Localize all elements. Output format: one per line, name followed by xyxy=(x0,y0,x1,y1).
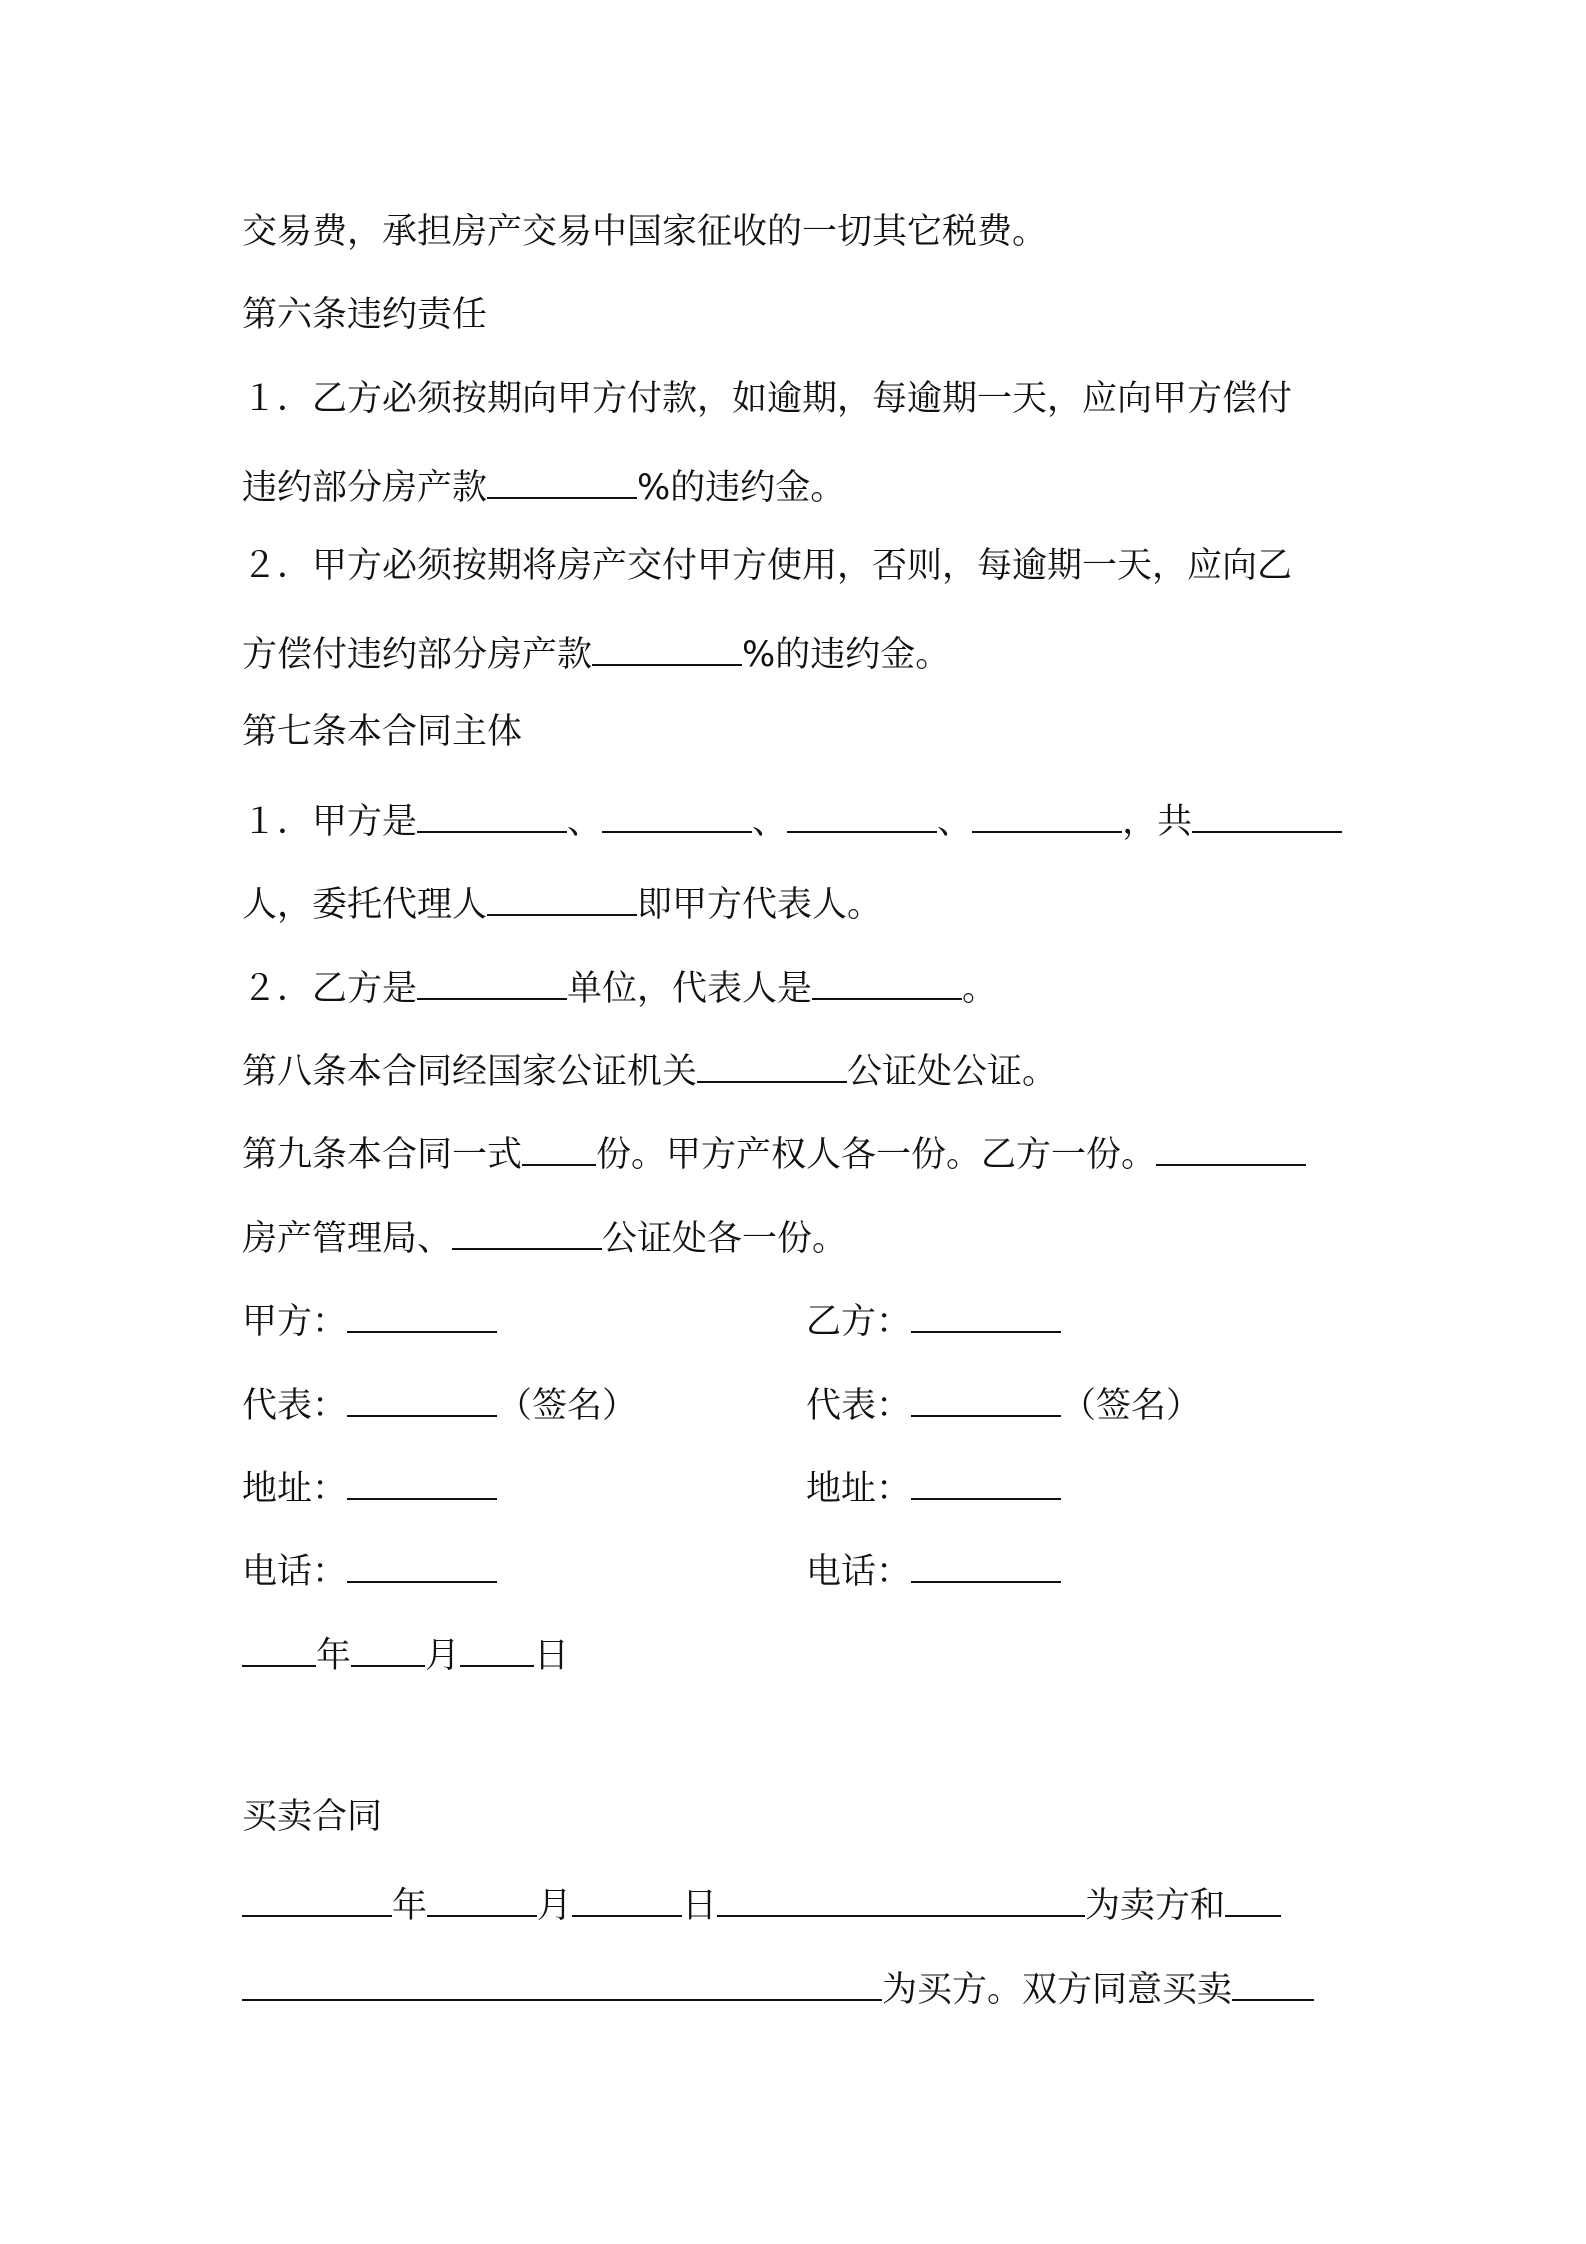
signature-note: （签名） xyxy=(497,1386,638,1426)
clause-text: 单位，代表人是 xyxy=(567,969,813,1009)
blank-field xyxy=(717,1875,1085,1917)
blank-field xyxy=(452,1208,602,1250)
paragraph-taxes xyxy=(242,207,1047,257)
signature-note: （签名） xyxy=(1061,1386,1202,1426)
contract-title-text: 买卖合同 xyxy=(242,1797,383,1837)
blank-field xyxy=(460,1625,534,1667)
clause-text: %的违约金。 xyxy=(637,468,846,508)
party-b-line xyxy=(806,1291,1061,1341)
separator: 、 xyxy=(937,802,973,842)
separator: 、 xyxy=(567,802,603,842)
blank-field xyxy=(242,1959,882,2001)
clause-text: %的违约金。 xyxy=(742,635,951,675)
article-6-item-1-line-2 xyxy=(242,457,845,507)
blank-field xyxy=(911,1375,1061,1417)
party-b-label: 乙方： xyxy=(806,1302,912,1342)
representative-label: 代表： xyxy=(242,1386,348,1426)
blank-field xyxy=(1225,1875,1281,1917)
clause-text: １．甲方是 xyxy=(242,802,418,842)
party-a-address-line xyxy=(242,1458,497,1508)
clause-text: 人，委托代理人 xyxy=(242,885,488,925)
clause-text: ２．乙方是 xyxy=(242,969,418,1009)
blank-field xyxy=(911,1291,1061,1333)
party-a-phone-line xyxy=(242,1541,497,1591)
address-label: 地址： xyxy=(242,1469,348,1509)
article-7-item-1-line-1 xyxy=(242,791,1342,841)
clause-text: 方偿付违约部分房产款 xyxy=(242,635,593,675)
article-7-title xyxy=(242,707,522,757)
clause-text: 为买方。双方同意买卖 xyxy=(882,1970,1233,2010)
address-label: 地址： xyxy=(806,1469,912,1509)
separator: 、 xyxy=(752,802,788,842)
blank-field xyxy=(242,1875,392,1917)
date-month-label: 月 xyxy=(537,1886,573,1926)
contract-2-title xyxy=(242,1792,382,1842)
clause-text: 为卖方和 xyxy=(1085,1886,1226,1926)
blank-field xyxy=(697,1041,847,1083)
blank-field xyxy=(347,1375,497,1417)
blank-field xyxy=(487,874,637,916)
article-6-title xyxy=(242,290,487,340)
article-9-line-2 xyxy=(242,1208,847,1258)
blank-field xyxy=(347,1458,497,1500)
blank-field xyxy=(242,1625,316,1667)
blank-field xyxy=(347,1291,497,1333)
party-a-label: 甲方： xyxy=(242,1302,348,1342)
clause-text: 公证处各一份。 xyxy=(602,1219,848,1259)
date-year-label: 年 xyxy=(392,1886,428,1926)
phone-label: 电话： xyxy=(242,1552,348,1592)
blank-field xyxy=(417,791,567,833)
date-day-label: 日 xyxy=(534,1636,570,1676)
date-month-label: 月 xyxy=(425,1636,461,1676)
clause-text: 即甲方代表人。 xyxy=(637,885,883,925)
blank-field xyxy=(972,791,1122,833)
blank-field xyxy=(1232,1959,1314,2001)
blank-field xyxy=(812,958,962,1000)
blank-field xyxy=(602,791,752,833)
clause-text: 公证处公证。 xyxy=(847,1052,1058,1092)
clause-text: 第九条本合同一式 xyxy=(242,1135,523,1175)
clause-text: ，共 xyxy=(1122,802,1193,842)
blank-field xyxy=(911,1458,1061,1500)
article-7-item-1-line-2 xyxy=(242,874,882,924)
clause-text: ２．甲方必须按期将房产交付甲方使用，否则，每逾期一天，应向乙 xyxy=(242,546,1293,586)
article-7-item-2 xyxy=(242,958,997,1008)
article-6-item-2-line-1 xyxy=(242,541,1292,591)
blank-field xyxy=(487,457,637,499)
party-a-line xyxy=(242,1291,497,1341)
blank-field xyxy=(522,1124,596,1166)
party-b-phone-line xyxy=(806,1541,1061,1591)
party-b-representative-line xyxy=(806,1375,1201,1425)
representative-label: 代表： xyxy=(806,1386,912,1426)
party-b-address-line xyxy=(806,1458,1061,1508)
contract-2-line-1 xyxy=(242,1875,1281,1925)
date-day-label: 日 xyxy=(682,1886,718,1926)
blank-field xyxy=(347,1541,497,1583)
article-title-text: 第七条本合同主体 xyxy=(242,712,523,752)
blank-field xyxy=(572,1875,682,1917)
blank-field xyxy=(417,958,567,1000)
paragraph-text: 交易费，承担房产交易中国家征收的一切其它税费。 xyxy=(242,212,1048,252)
clause-text: 份。甲方产权人各一份。乙方一份。 xyxy=(596,1135,1157,1175)
contract-2-line-2 xyxy=(242,1959,1314,2009)
blank-field xyxy=(592,624,742,666)
article-title-text: 第六条违约责任 xyxy=(242,295,488,335)
clause-text: 违约部分房产款 xyxy=(242,468,488,508)
clause-text: 。 xyxy=(962,969,998,1009)
blank-field xyxy=(1192,791,1342,833)
blank-field xyxy=(911,1541,1061,1583)
article-6-item-2-line-2 xyxy=(242,624,950,674)
party-a-representative-line xyxy=(242,1375,637,1425)
article-9-line-1 xyxy=(242,1124,1306,1174)
signing-date-line xyxy=(242,1625,569,1675)
blank-field xyxy=(787,791,937,833)
phone-label: 电话： xyxy=(806,1552,912,1592)
clause-text: 第八条本合同经国家公证机关 xyxy=(242,1052,698,1092)
blank-field xyxy=(1156,1124,1306,1166)
blank-field xyxy=(351,1625,425,1667)
clause-text: 房产管理局、 xyxy=(242,1219,453,1259)
clause-text: １．乙方必须按期向甲方付款，如逾期，每逾期一天，应向甲方偿付 xyxy=(242,379,1293,419)
blank-field xyxy=(427,1875,537,1917)
article-8 xyxy=(242,1041,1057,1091)
date-year-label: 年 xyxy=(316,1636,352,1676)
article-6-item-1-line-1 xyxy=(242,374,1292,424)
